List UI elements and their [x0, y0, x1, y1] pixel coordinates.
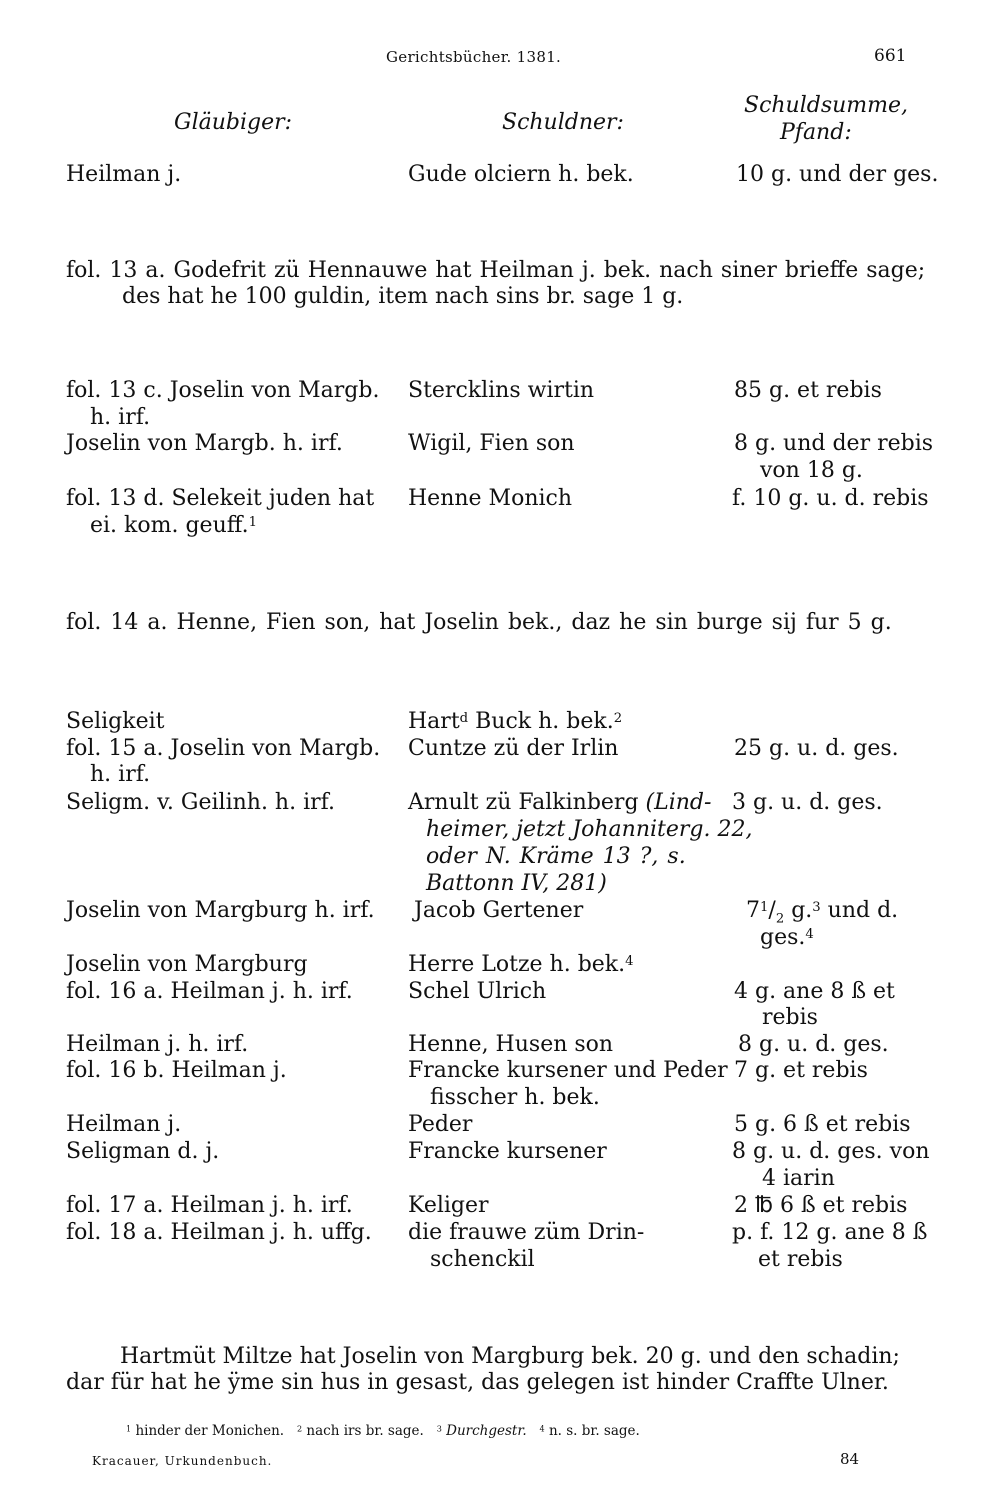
entry1-creditor: Heilman j. [66, 162, 182, 187]
para1-line2: des hat he 100 guldin, item nach sins br. sage 1 g. [122, 284, 684, 309]
group3-row4-debtor: Jacob Gertener [414, 898, 584, 923]
group2-row2-debtor: Wigil, Fien son [408, 431, 575, 456]
group3-row2-creditor: fol. 15 a. Joselin von Margb. [66, 736, 381, 761]
footnote-1-text: hinder der Monichen. [131, 1423, 285, 1439]
group3-row7-creditor: Heilman j. h. irf. [66, 1032, 249, 1057]
group3-row10-amount: 8 g. u. d. ges. von [732, 1139, 930, 1164]
group3-row4-amount-2: ges. [760, 925, 806, 950]
group3-row12-amount: p. f. 12 g. ane 8 ß [732, 1220, 928, 1245]
group3-row3-debtor [408, 790, 711, 815]
group3-row4-creditor: Joselin von Margburg h. irf. [66, 898, 375, 923]
group3-row1-debtor-b: Buck h. bek. [468, 709, 614, 734]
sheet-signature: 84 [840, 1450, 860, 1468]
group2-row3-debtor: Henne Monich [408, 486, 573, 511]
footnote-ref-4a: 4 [805, 927, 814, 943]
para3-line1: Hartmüt Miltze hat Joselin von Margburg bek. 20 g. und den schadin; [120, 1344, 900, 1369]
group3-row9-creditor: Heilman j. [66, 1112, 182, 1137]
footnote-ref-4b: 4 [625, 954, 634, 970]
group2-row2-amount: 8 g. und der rebis [734, 431, 934, 456]
group3-row9-amount: 5 g. 6 ß et rebis [734, 1112, 911, 1137]
group3-row11-amount: 2 ℔ 6 ß et rebis [734, 1193, 908, 1218]
group2-row2-amount-cont: von 18 g. [760, 458, 863, 483]
group2-row3-creditor: fol. 13 d. Selekeit juden hat [66, 486, 375, 511]
group3-row4-amount-c: g. [784, 898, 813, 923]
group3-row4-amount-slash: / [768, 898, 776, 923]
group3-row1-debtor-sup: d [459, 711, 469, 727]
entry1-debtor: Gude olciern h. bek. [408, 162, 634, 187]
group3-row3-amount: 3 g. u. d. ges. [732, 790, 883, 815]
group3-row1-debtor [408, 709, 622, 734]
group3-row8-debtor: Francke kursener und Peder [408, 1058, 728, 1083]
group3-row7-debtor: Henne, Husen son [408, 1032, 614, 1057]
column-heading-amount-2: Pfand: [780, 120, 852, 145]
group2-row1-creditor-cont: h. irf. [90, 405, 151, 430]
group3-row6-amount-cont: rebis [762, 1005, 818, 1030]
column-heading-debtor: Schuldner: [502, 110, 624, 135]
footnote-ref-3: 3 [812, 900, 821, 916]
para1-line1: fol. 13 a. Godefrit zü Hennauwe hat Heilman j. bek. nach siner brieffe sage; [66, 258, 926, 283]
group3-row4-amount-den: 2 [775, 911, 785, 927]
group3-row2-creditor-cont: h. irf. [90, 762, 151, 787]
group3-row6-amount: 4 g. ane 8 ß et [734, 979, 895, 1004]
group3-row3-note: (Lind- [645, 790, 712, 815]
group2-row3-creditor-cont [90, 513, 257, 538]
group3-row5-creditor: Joselin von Margburg [66, 952, 308, 977]
group3-row8-amount: 7 g. et rebis [734, 1058, 868, 1083]
footnote-1-number: 1 [126, 1423, 132, 1434]
entry1-amount: 10 g. und der ges. [736, 162, 939, 187]
group2-row2-creditor: Joselin von Margb. h. irf. [66, 431, 343, 456]
footnote-4-number: 4 [539, 1423, 545, 1434]
running-title: Gerichtsbücher. 1381. [386, 48, 562, 66]
group3-row2-amount: 25 g. u. d. ges. [734, 736, 899, 761]
group3-row3-note-3: oder N. Kräme 13 ?, s. [426, 844, 686, 869]
group3-row11-creditor: fol. 17 a. Heilman j. h. irf. [66, 1193, 353, 1218]
group3-row3-creditor: Seligm. v. Geilinh. h. irf. [66, 790, 335, 815]
group2-row1-creditor: fol. 13 c. Joselin von Margb. [66, 378, 380, 403]
group3-row3-debtor-name: Arnult zü Falkinberg [408, 790, 639, 815]
group2-row3-amount: f. 10 g. u. d. rebis [732, 486, 929, 511]
group2-row1-amount: 85 g. et rebis [734, 378, 882, 403]
group3-row8-creditor: fol. 16 b. Heilman j. [66, 1058, 287, 1083]
footnotes [126, 1423, 640, 1439]
column-heading-creditor: Gläubiger: [174, 110, 293, 135]
group2-row1-debtor: Stercklins wirtin [408, 378, 595, 403]
group3-row12-creditor: fol. 18 a. Heilman j. h. uffg. [66, 1220, 372, 1245]
column-heading-amount-1: Schuldsumme, [744, 93, 909, 118]
footnote-3-text: Durchgestr. [446, 1423, 527, 1439]
footnote-ref-1: 1 [248, 515, 257, 531]
group3-row8-debtor-cont: fisscher h. bek. [430, 1085, 600, 1110]
footnote-ref-2: 2 [613, 711, 623, 727]
group3-row4-amount [746, 898, 898, 926]
group3-row10-amount-cont: 4 iarin [762, 1166, 835, 1191]
group3-row1-debtor-a: Hart [408, 709, 460, 734]
group3-row6-creditor: fol. 16 a. Heilman j. h. irf. [66, 979, 353, 1004]
group3-row11-debtor: Keliger [408, 1193, 489, 1218]
group3-row1-creditor: Seligkeit [66, 709, 165, 734]
para2-line1: fol. 14 a. Henne, Fien son, hat Joselin bek., daz he sin burge sij fur 5 g. [66, 610, 892, 635]
group3-row6-debtor: Schel Ulrich [408, 979, 547, 1004]
page-number: 661 [874, 46, 907, 66]
group3-row3-note-2: heimer, jetzt Johanniterg. 22, [426, 817, 753, 842]
para3-line2: dar für hat he ÿme sin hus in gesast, das gelegen ist hinder Craffte Ulner. [66, 1370, 889, 1395]
group3-row4-amount-num: 1 [760, 900, 769, 916]
group3-row9-debtor: Peder [408, 1112, 473, 1137]
group3-row5-debtor-text: Herre Lotze h. bek. [408, 952, 626, 977]
group3-row4-amount-cont [760, 925, 814, 950]
imprint-title: Kracauer, Urkundenbuch. [92, 1454, 273, 1468]
group2-row3-creditor-text: ei. kom. geuff. [90, 513, 249, 538]
group3-row4-amount-a: 7 [746, 898, 760, 923]
footnote-4-text: n. s. br. sage. [544, 1423, 640, 1439]
footnote-2-text: nach irs br. sage. [302, 1423, 424, 1439]
group3-row7-amount: 8 g. u. d. ges. [738, 1032, 889, 1057]
footnote-2-number: 2 [296, 1423, 303, 1434]
group3-row12-debtor: die frauwe züm Drin- [408, 1220, 645, 1245]
group3-row5-debtor [408, 952, 634, 977]
group3-row4-amount-d: und d. [820, 898, 899, 923]
group3-row10-debtor: Francke kursener [408, 1139, 607, 1164]
group3-row10-creditor: Seligman d. j. [66, 1139, 220, 1164]
footnote-3-number: 3 [436, 1423, 442, 1434]
group3-row12-debtor-cont: schenckil [430, 1247, 535, 1272]
group3-row3-note-4: Battonn IV, 281) [426, 871, 607, 896]
group3-row12-amount-cont: et rebis [758, 1247, 843, 1272]
group3-row2-debtor: Cuntze zü der Irlin [408, 736, 619, 761]
